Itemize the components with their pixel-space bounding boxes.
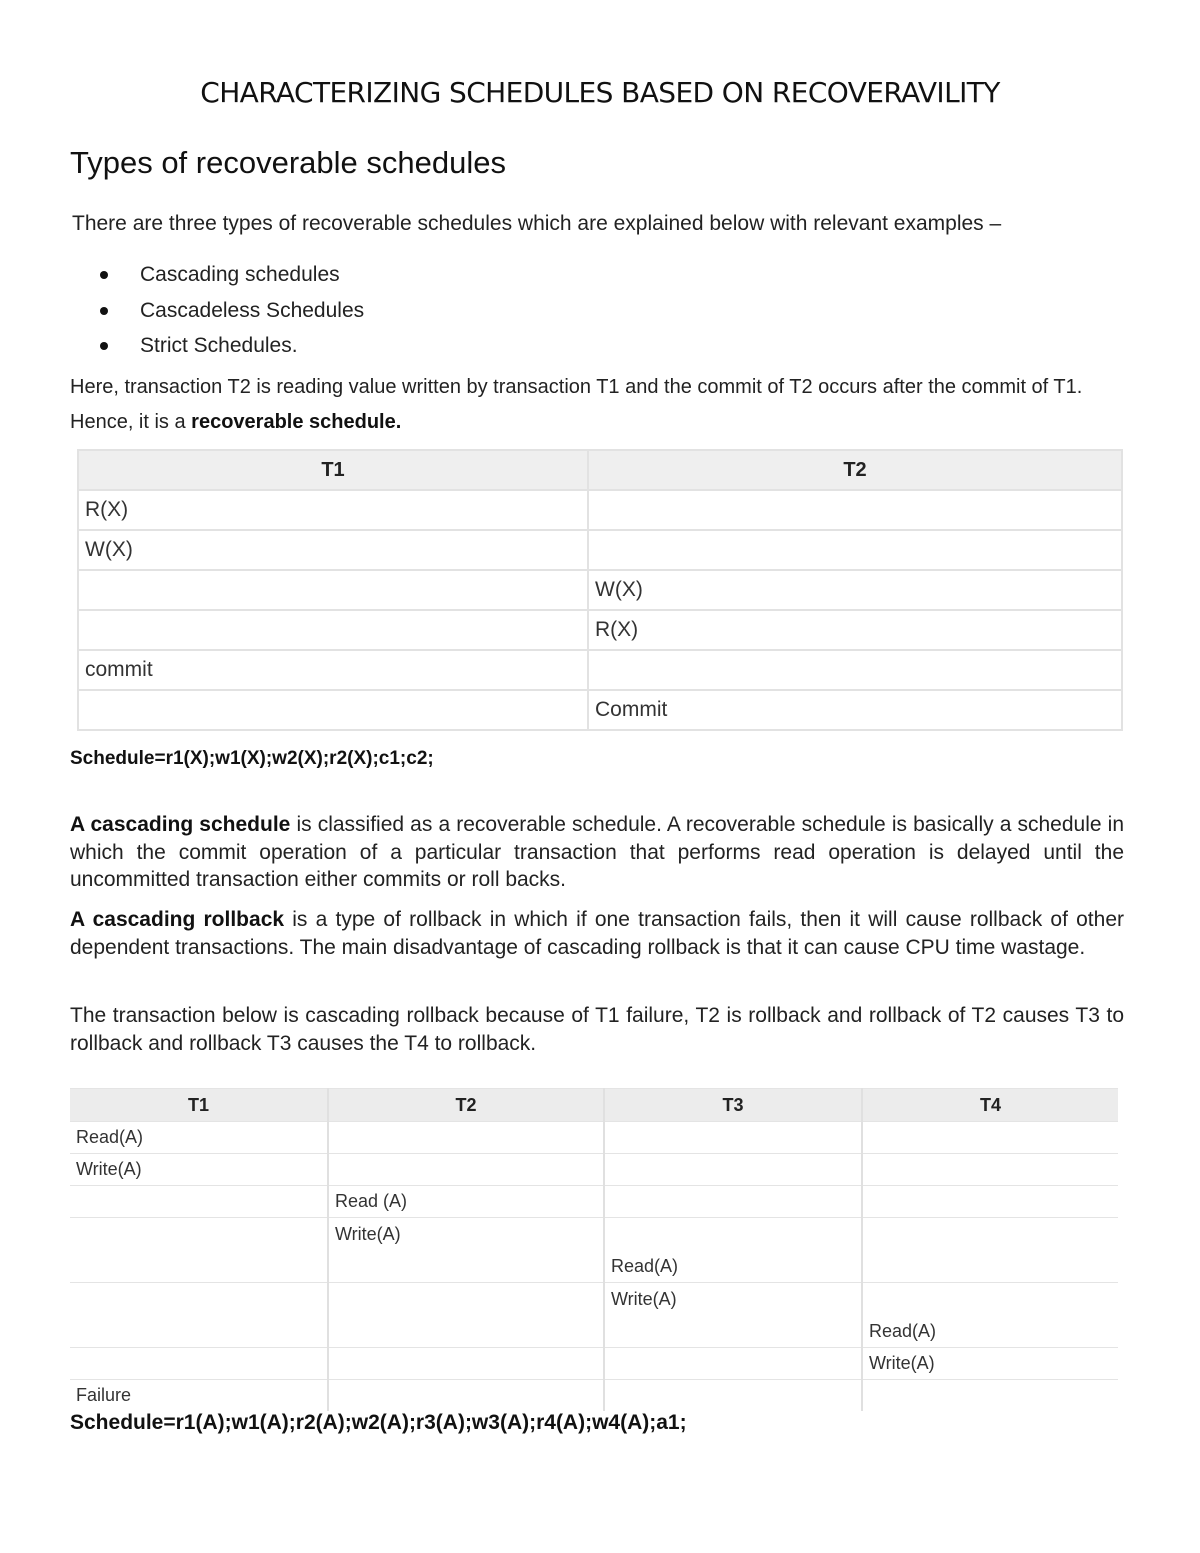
table-cell [78, 690, 588, 730]
table-row [70, 1283, 1118, 1348]
table-row [78, 690, 1122, 730]
bullet-icon [100, 307, 108, 315]
table-cell: Read (A) [328, 1186, 604, 1218]
cell-text: Read(A) [611, 1256, 679, 1276]
column-header: T2 [328, 1089, 604, 1122]
cell-text: Read(A) [869, 1321, 937, 1341]
cascading-rollback-text: is a type of rollback in which if one transaction fails, then it will cause rollback of other dependent transactions. The main disadvantage of cascading rollback is that it can cause CPU time wastage. [70, 908, 1124, 959]
intro-paragraph: There are three types of recoverable schedules which are explained below with relevant examples – [72, 212, 1002, 235]
table-cell [70, 1348, 328, 1380]
table-cell: Read(A) [70, 1122, 328, 1154]
table-cell: Failure [70, 1380, 328, 1412]
table-row [78, 570, 1122, 610]
table-cell [70, 1283, 328, 1348]
table-cell: W(X) [78, 530, 588, 570]
recoverable-text: Here, transaction T2 is reading value written by transaction T1 and the commit of T2 occurs after the commit of T1. Hence, it is a [70, 376, 1083, 433]
table-cell [588, 530, 1122, 570]
cascading-rollback-table [70, 1088, 1118, 1411]
table-cell [328, 1283, 604, 1348]
table-cell [604, 1218, 862, 1283]
table-cell [604, 1154, 862, 1186]
document-title: CHARACTERIZING SCHEDULES BASED ON RECOVERAVILITY [200, 76, 1000, 109]
cascading-schedule-paragraph [70, 811, 1124, 894]
cascading-schedule-text: is classified as a recoverable schedule. A recoverable schedule is basically a schedule in which the commit operation of a particular transaction that performs read operation is delayed until the uncommitted transaction either commits or roll backs. [70, 813, 1124, 891]
schedule-types-list [100, 260, 364, 367]
table-cell [862, 1122, 1118, 1154]
table-row [78, 490, 1122, 530]
table-cell [604, 1283, 862, 1348]
table-row [70, 1122, 1118, 1154]
table-cell [328, 1380, 604, 1412]
cascading-rollback-term: A cascading rollback [70, 908, 285, 931]
cell-text: Write(A) [335, 1224, 401, 1244]
schedule-formula-2: Schedule=r1(A);w1(A);r2(A);w2(A);r3(A);w3(A);r4(A);w4(A);a1; [70, 1411, 687, 1434]
list-item-label: Cascading schedules [140, 263, 340, 286]
list-item [100, 260, 364, 296]
table-cell [862, 1154, 1118, 1186]
list-item [100, 296, 364, 332]
column-header: T1 [70, 1089, 328, 1122]
table-row [70, 1348, 1118, 1380]
table-cell [604, 1348, 862, 1380]
cascading-rollback-paragraph [70, 906, 1124, 961]
table-cell: Write(A) [70, 1154, 328, 1186]
column-header: T2 [588, 450, 1122, 490]
schedule-formula-1: Schedule=r1(X);w1(X);w2(X);r2(X);c1;c2; [70, 748, 434, 769]
table-row [70, 1154, 1118, 1186]
section-heading: Types of recoverable schedules [70, 145, 506, 180]
table-cell: R(X) [588, 610, 1122, 650]
table-cell [604, 1186, 862, 1218]
table-cell [862, 1186, 1118, 1218]
bullet-icon [100, 271, 108, 279]
table-row [78, 650, 1122, 690]
table-cell: W(X) [588, 570, 1122, 610]
recoverable-bold: recoverable schedule. [191, 411, 402, 433]
table-cell [70, 1186, 328, 1218]
table-cell [604, 1380, 862, 1412]
table-cell [78, 610, 588, 650]
recoverable-paragraph [70, 370, 1130, 440]
table-row [78, 530, 1122, 570]
list-item-label: Cascadeless Schedules [140, 298, 365, 322]
table-row [70, 1218, 1118, 1283]
table-row [78, 610, 1122, 650]
table-row [70, 1380, 1118, 1412]
table-cell [862, 1218, 1118, 1283]
list-item [100, 331, 364, 367]
table-cell [862, 1380, 1118, 1412]
table-cell: Write(A) [862, 1348, 1118, 1380]
table-cell [328, 1218, 604, 1283]
table-cell: Commit [588, 690, 1122, 730]
table-cell [588, 490, 1122, 530]
cascading-schedule-term: A cascading schedule [70, 813, 291, 836]
column-header: T4 [862, 1089, 1118, 1122]
table-cell [70, 1218, 328, 1283]
rollback-example-paragraph: The transaction below is cascading rollback because of T1 failure, T2 is rollback and rollback of T2 causes T3 to rollback and rollback T3 causes the T4 to rollback. [70, 1004, 1124, 1055]
table-cell [862, 1283, 1118, 1348]
table-header-row [70, 1089, 1118, 1122]
table-cell [78, 570, 588, 610]
table-cell [328, 1122, 604, 1154]
bullet-icon [100, 342, 108, 350]
table-cell [588, 650, 1122, 690]
column-header: T3 [604, 1089, 862, 1122]
cell-text: Write(A) [611, 1289, 677, 1309]
table-header-row [78, 450, 1122, 490]
table-cell [328, 1348, 604, 1380]
table-cell: R(X) [78, 490, 588, 530]
table-cell: commit [78, 650, 588, 690]
recoverable-schedule-table [77, 449, 1123, 731]
table-cell [604, 1122, 862, 1154]
list-item-label: Strict Schedules. [140, 334, 298, 357]
column-header: T1 [78, 450, 588, 490]
table-cell [328, 1154, 604, 1186]
table-row [70, 1186, 1118, 1218]
